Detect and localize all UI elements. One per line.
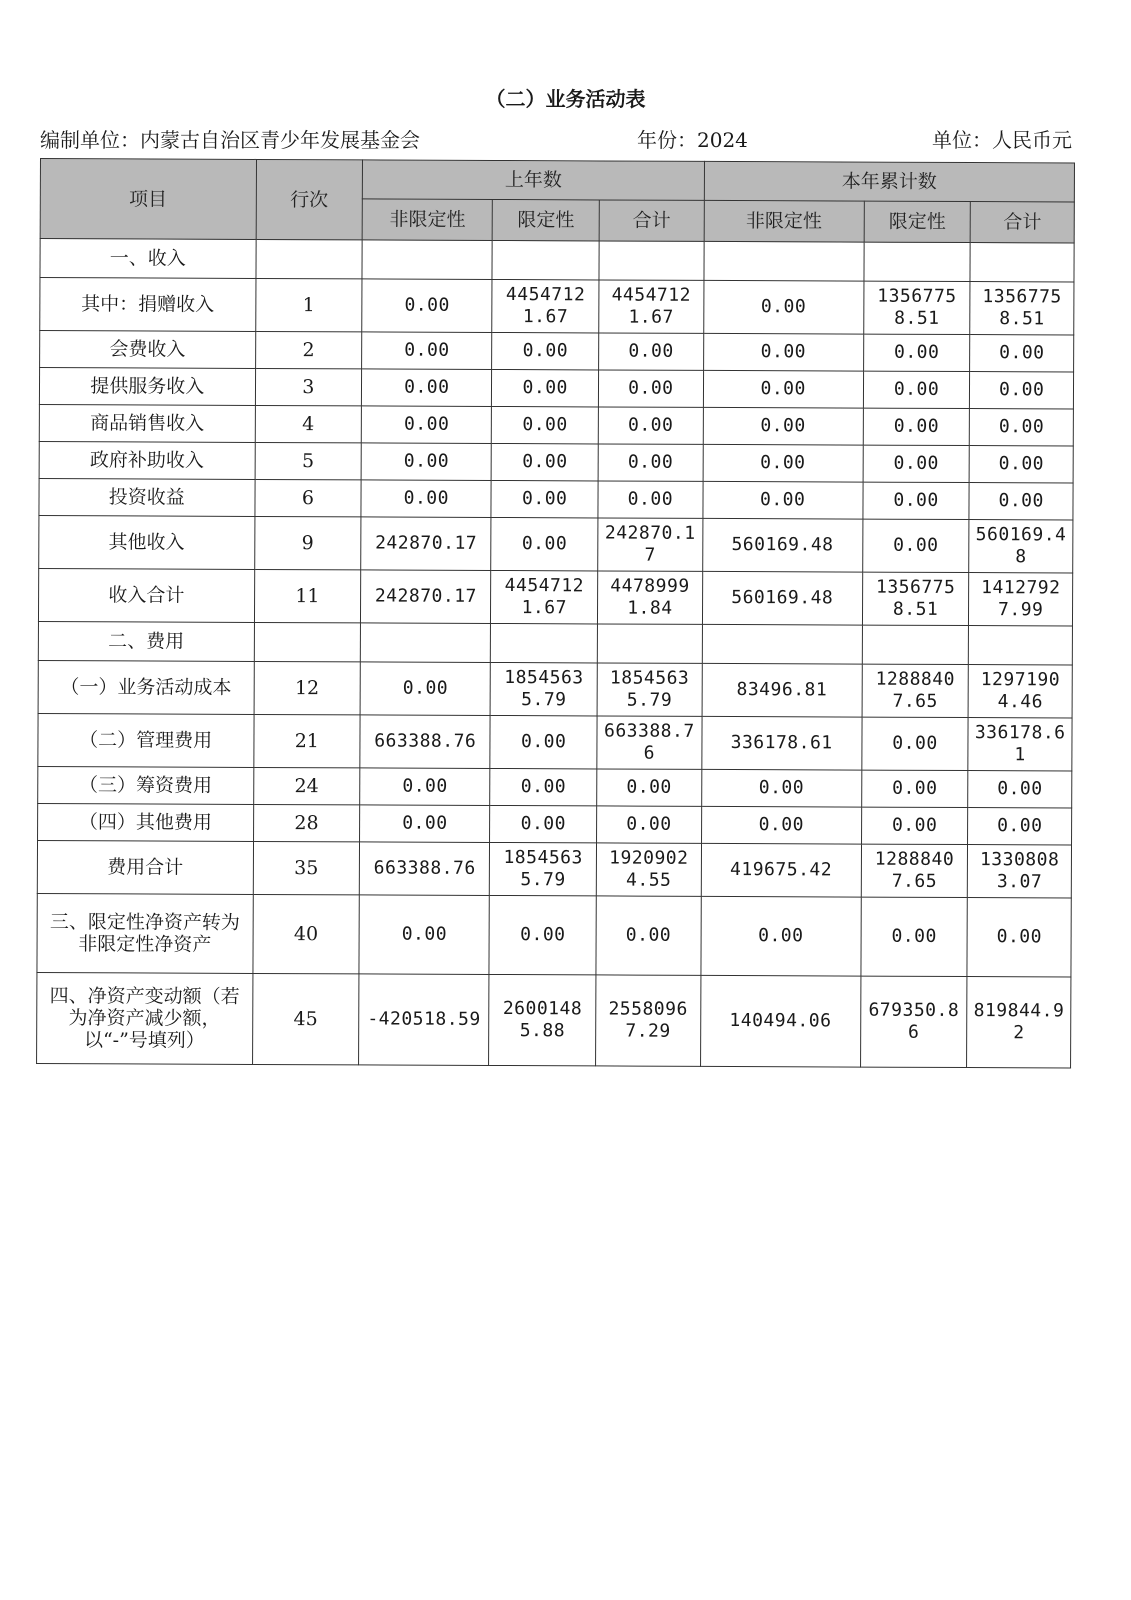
cell-value: 0.00 [862, 519, 969, 572]
cell-value: 0.00 [597, 806, 702, 843]
cell-value: 560169.48 [702, 518, 862, 572]
cell-value: 0.00 [598, 444, 703, 481]
header-current-restricted: 限定性 [864, 201, 971, 242]
cell-value: 12888407.65 [862, 664, 969, 717]
row-line: 5 [255, 442, 362, 479]
row-item: 提供服务收入 [39, 368, 255, 406]
cell-value: 0.00 [361, 480, 491, 518]
cell-value: 83496.81 [702, 663, 862, 717]
cell-value: 44789991.84 [598, 571, 703, 624]
cell-value: 0.00 [863, 482, 970, 519]
row-item: 会费收入 [40, 331, 256, 369]
cell-value: 0.00 [598, 370, 703, 407]
cell-value: 19209024.55 [596, 843, 701, 896]
table-row [37, 972, 1071, 1068]
row-item: （一）业务活动成本 [38, 660, 254, 714]
cell-value: 0.00 [968, 808, 1072, 845]
cell-value [492, 240, 599, 279]
cell-value: 0.00 [968, 771, 1072, 808]
cell-value: 44547121.67 [491, 570, 598, 623]
cell-value: 0.00 [863, 371, 970, 408]
cell-value: 0.00 [703, 280, 863, 334]
cell-value [704, 241, 864, 281]
cell-value: 679350.86 [860, 976, 967, 1067]
cell-value: 0.00 [491, 480, 598, 517]
cell-value: 663388.76 [360, 842, 490, 896]
cell-value: 0.00 [701, 896, 861, 976]
cell-value: 336178.61 [702, 716, 862, 770]
cell-value: 0.00 [703, 370, 863, 408]
cell-value: 0.00 [361, 443, 491, 481]
cell-value: 419675.42 [701, 843, 861, 897]
cell-value: 560169.48 [702, 571, 862, 625]
row-item: 一、收入 [40, 239, 256, 279]
cell-value: 0.00 [490, 715, 597, 768]
table-row [38, 568, 1072, 626]
cell-value: 0.00 [491, 443, 598, 480]
cell-value: 26001485.88 [489, 974, 596, 1065]
cell-value: 0.00 [362, 332, 492, 370]
row-line: 9 [254, 516, 361, 569]
cell-value: 0.00 [703, 444, 863, 482]
row-item: 投资收益 [39, 478, 255, 516]
header-line: 行次 [256, 159, 363, 239]
row-item: 三、限定性净资产转为非限定性净资产 [37, 893, 253, 973]
table-row [37, 840, 1071, 898]
cell-value: 242870.17 [598, 518, 703, 571]
cell-value: 0.00 [967, 898, 1071, 977]
row-line: 45 [252, 973, 359, 1064]
table-row [39, 404, 1073, 446]
cell-value: 12971904.46 [968, 665, 1072, 718]
cell-value [361, 623, 491, 663]
cell-value: 0.00 [492, 406, 599, 443]
header-prior-total: 合计 [599, 200, 704, 241]
row-line: 24 [253, 767, 360, 804]
table-row [39, 368, 1073, 410]
header-prior-restricted: 限定性 [493, 199, 600, 240]
cell-value: 0.00 [599, 333, 704, 370]
row-item: 其中：捐赠收入 [40, 278, 256, 332]
table-header [40, 159, 1074, 244]
cell-value: 0.00 [863, 408, 970, 445]
row-line: 11 [254, 569, 361, 622]
cell-value: 0.00 [490, 768, 597, 805]
preparing-unit: 编制单位：内蒙古自治区青少年发展基金会 [40, 128, 420, 152]
header-item: 项目 [40, 159, 256, 240]
row-line: 12 [254, 661, 361, 714]
report-title: （二）业务活动表 [485, 87, 646, 111]
cell-value: 0.00 [360, 768, 490, 806]
cell-value: 242870.17 [361, 570, 491, 624]
header-current-year: 本年累计数 [704, 161, 1074, 202]
row-line: 40 [252, 894, 359, 973]
table-row [38, 713, 1072, 771]
cell-value [599, 241, 704, 280]
cell-value: 0.00 [598, 481, 703, 518]
cell-value: 0.00 [360, 662, 490, 716]
cell-value: 0.00 [596, 896, 701, 975]
table-row [38, 766, 1072, 808]
cell-value [970, 243, 1074, 282]
table-row [39, 478, 1073, 520]
cell-value: 25580967.29 [596, 975, 701, 1066]
cell-value [864, 242, 971, 281]
cell-value: 0.00 [970, 409, 1074, 446]
row-item: 四、净资产变动额（若为净资产减少额，以“-”号填列） [37, 972, 253, 1064]
cell-value: 0.00 [361, 406, 491, 444]
cell-value [597, 624, 702, 663]
table-row [38, 660, 1072, 718]
cell-value: 0.00 [492, 369, 599, 406]
row-line: 4 [255, 405, 362, 442]
row-line: 28 [253, 804, 360, 841]
cell-value: 242870.17 [361, 517, 491, 571]
cell-value: 0.00 [969, 446, 1073, 483]
table-row [40, 331, 1074, 373]
table-row [40, 278, 1074, 336]
cell-value: 14127927.99 [969, 573, 1073, 626]
table-row [37, 893, 1071, 977]
cell-value: 0.00 [491, 517, 598, 570]
row-item: （三）筹资费用 [38, 766, 254, 804]
row-item: （二）管理费用 [38, 713, 254, 767]
row-line: 6 [254, 479, 361, 516]
row-line: 21 [253, 714, 360, 767]
cell-value: 0.00 [360, 805, 490, 843]
cell-value: -420518.59 [359, 974, 490, 1066]
cell-value: 13308083.07 [968, 845, 1072, 898]
cell-value: 0.00 [489, 895, 596, 974]
cell-value: 0.00 [970, 335, 1074, 372]
header-prior-unrestricted: 非限定性 [362, 199, 492, 241]
row-item: 二、费用 [38, 621, 254, 661]
cell-value: 18545635.79 [597, 663, 702, 716]
cell-value: 336178.61 [968, 718, 1072, 771]
cell-value: 0.00 [862, 717, 969, 770]
row-line [256, 239, 363, 278]
table-row [38, 803, 1072, 845]
table-row [38, 621, 1072, 665]
cell-value: 18545635.79 [490, 662, 597, 715]
cell-value: 0.00 [362, 279, 492, 333]
cell-value: 0.00 [861, 770, 968, 807]
business-activity-table [36, 158, 1075, 1069]
header-prior-year: 上年数 [363, 160, 705, 200]
cell-value [969, 626, 1073, 665]
cell-value: 0.00 [861, 897, 968, 976]
cell-value: 13567758.51 [863, 281, 970, 334]
cell-value: 0.00 [703, 333, 863, 371]
cell-value [362, 240, 492, 280]
cell-value: 13567758.51 [970, 282, 1074, 335]
cell-value: 0.00 [359, 895, 490, 975]
table-row [40, 239, 1074, 283]
cell-value: 0.00 [703, 407, 863, 445]
table-row [39, 515, 1073, 573]
row-item: （四）其他费用 [38, 803, 254, 841]
header-current-unrestricted: 非限定性 [704, 200, 864, 242]
cell-value: 663388.76 [360, 715, 490, 769]
table-body [37, 239, 1075, 1069]
cell-value: 0.00 [863, 445, 970, 482]
cell-value: 0.00 [863, 334, 970, 371]
cell-value: 560169.48 [969, 520, 1073, 573]
cell-value: 0.00 [861, 807, 968, 844]
cell-value: 44547121.67 [599, 280, 704, 333]
row-item: 政府补助收入 [39, 441, 255, 479]
cell-value: 0.00 [701, 806, 861, 844]
row-line [254, 622, 361, 661]
cell-value: 663388.76 [597, 716, 702, 769]
row-line: 3 [255, 368, 362, 405]
currency-unit: 单位：人民币元 [932, 128, 1072, 152]
cell-value: 44547121.67 [492, 279, 599, 332]
header-current-total: 合计 [971, 202, 1075, 243]
cell-value: 0.00 [701, 769, 861, 807]
row-item: 费用合计 [37, 840, 253, 894]
row-item: 其他收入 [39, 515, 255, 569]
cell-value: 0.00 [492, 332, 599, 369]
cell-value: 0.00 [969, 483, 1073, 520]
row-item: 收入合计 [38, 568, 254, 622]
cell-value: 0.00 [597, 769, 702, 806]
cell-value: 0.00 [362, 369, 492, 407]
cell-value [702, 624, 862, 664]
cell-value [862, 625, 969, 664]
row-line: 1 [255, 278, 362, 331]
row-item: 商品销售收入 [39, 404, 255, 442]
cell-value [491, 623, 598, 662]
cell-value: 0.00 [598, 407, 703, 444]
cell-value: 0.00 [703, 481, 863, 519]
cell-value: 13567758.51 [862, 572, 969, 625]
row-line: 35 [253, 841, 360, 894]
report-year: 年份：2024 [637, 128, 748, 152]
cell-value: 0.00 [490, 805, 597, 842]
row-line: 2 [255, 331, 362, 368]
report-meta [40, 124, 1072, 154]
table-row [39, 441, 1073, 483]
cell-value: 819844.92 [967, 977, 1071, 1068]
cell-value: 0.00 [970, 372, 1074, 409]
cell-value: 12888407.65 [861, 844, 968, 897]
cell-value: 18545635.79 [490, 842, 597, 895]
cell-value: 140494.06 [700, 975, 860, 1067]
